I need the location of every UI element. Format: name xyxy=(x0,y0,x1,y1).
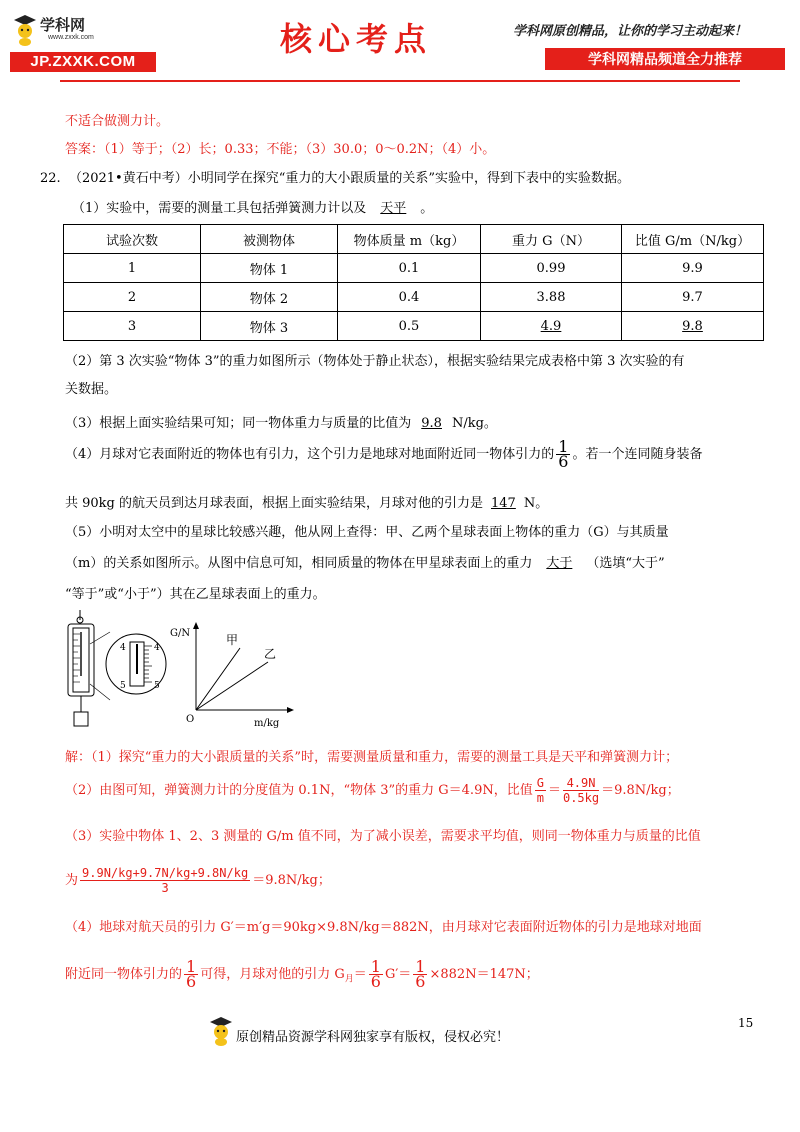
line-label-yi: 乙 xyxy=(264,647,277,661)
subscript: 月 xyxy=(344,974,354,985)
text: ＝ xyxy=(547,783,561,798)
solution-4-cont xyxy=(65,957,539,991)
logo-sub: www.zxxk.com xyxy=(48,34,94,41)
answer-blank: 天平 xyxy=(380,201,407,216)
solution-3-cont xyxy=(65,866,331,895)
answer-label: 答案： xyxy=(65,142,105,157)
text: N/kg。 xyxy=(451,416,497,431)
denominator: 6 xyxy=(186,972,197,991)
answer-blank: 4.9 xyxy=(540,318,562,334)
table-cell: 物体 3 xyxy=(201,312,338,341)
table-header: 被测物体 xyxy=(201,225,338,254)
slogan: 学科网原创精品，让你的学习主动起来！ xyxy=(513,24,748,39)
solution-1 xyxy=(65,746,678,765)
data-table xyxy=(63,224,764,341)
text: 。若一个连同随身装备 xyxy=(572,447,703,462)
spring-scale-figure xyxy=(60,608,170,733)
scale-label: 4 xyxy=(120,643,126,653)
question-part-1 xyxy=(72,197,433,216)
fraction xyxy=(535,776,546,805)
table-cell: 0.5 xyxy=(338,312,481,341)
header-divider xyxy=(60,80,740,82)
solution-3: （3）实验中物体 1、2、3 测量的 G/m 值不同，为了减小误差，需要求平均值，则同一物体重力与质量的比值 xyxy=(65,829,701,844)
banner: 学科网精品频道全力推荐 xyxy=(545,48,785,70)
question-part-2: （2）第 3 次实验“物体 3”的重力如图所示（物体处于静止状态），根据实验结果完成表格中第 3 次实验的有 xyxy=(65,354,685,369)
x-axis-label: m/kg xyxy=(254,718,280,729)
text: （选填“大于” xyxy=(586,556,665,571)
numerator: 9.9N/kg+9.7N/kg+9.8N/kg xyxy=(82,866,249,880)
text: （4）月球对它表面附近的物体也有引力，这个引力是地球对地面附近同一物体引力的 xyxy=(65,447,555,462)
answer-text: （1）等于；（2）长；0.33；不能；（3）30.0；0～0.2N；（4）小。 xyxy=(104,142,496,157)
table-cell: 9.7 xyxy=(622,283,764,312)
numerator: 1 xyxy=(186,957,197,976)
fraction xyxy=(413,957,427,991)
question-text: （2021•黄石中考）小明同学在探究“重力的大小跟质量的关系”实验中，得到下表中的实验数据。 xyxy=(68,171,630,186)
table-cell: 0.99 xyxy=(481,254,622,283)
numerator: 1 xyxy=(415,957,426,976)
table-row xyxy=(64,254,764,283)
fraction xyxy=(563,776,599,805)
question-part-2-cont: 关数据。 xyxy=(65,382,118,397)
answer-blank: 大于 xyxy=(546,556,573,571)
question-part-4-cont xyxy=(65,492,548,511)
table-cell: 物体 1 xyxy=(201,254,338,283)
mascot-icon xyxy=(12,14,38,46)
text: N。 xyxy=(523,496,549,511)
fraction xyxy=(80,866,250,895)
question-part-4 xyxy=(65,437,703,471)
table-cell: 0.1 xyxy=(338,254,481,283)
answer-blank: 147 xyxy=(491,496,516,511)
origin-label: O xyxy=(186,714,195,725)
table-row xyxy=(64,312,764,341)
text: 可得，月球对他的引力 G xyxy=(200,967,345,982)
text: （m）的关系如图所示。从图中信息可知，相同质量的物体在甲星球表面上的重力 xyxy=(65,556,533,571)
answer-blank: 9.8 xyxy=(682,318,703,334)
fraction xyxy=(556,437,570,471)
text: ＝ xyxy=(353,967,367,982)
question-number: 22. xyxy=(40,171,61,186)
answer-blank: 9.8 xyxy=(421,416,442,431)
table-header: 重力 G（N） xyxy=(481,225,622,254)
page-title: 核心考点 xyxy=(280,20,433,58)
denominator: 6 xyxy=(415,972,426,991)
text: ×882N＝147N； xyxy=(429,967,539,982)
table-cell: 3.88 xyxy=(481,283,622,312)
text: （3）根据上面实验结果可知；同一物体重力与质量的比值为 xyxy=(65,416,412,431)
table-header: 物体质量 m（kg） xyxy=(338,225,481,254)
table-cell: 1 xyxy=(64,254,201,283)
solution-4: （4）地球对航天员的引力 G′＝m′g＝90kg×9.8N/kg＝882N，由月球对它表面附近物体的引力是地球对地面 xyxy=(65,920,702,935)
table-header: 比值 G/m（N/kg） xyxy=(622,225,764,254)
question-part-3 xyxy=(65,412,497,431)
text: 为 xyxy=(65,873,79,888)
table-header: 试验次数 xyxy=(64,225,201,254)
logo-url: JP.ZXXK.COM xyxy=(10,52,156,72)
solution-label: 解： xyxy=(65,750,92,765)
denominator: 0.5kg xyxy=(562,791,600,805)
page-number: 15 xyxy=(738,1016,754,1030)
denominator: 6 xyxy=(558,452,569,471)
table-row xyxy=(64,283,764,312)
denominator: 6 xyxy=(370,972,381,991)
y-axis-label: G/N xyxy=(170,628,191,639)
text: （1）探究“重力的大小跟质量的关系”时，需要测量质量和重力，需要的测量工具是天平和弹簧测力计； xyxy=(91,750,679,765)
text: （1）实验中，需要的测量工具包括弹簧测力计以及 xyxy=(72,201,367,216)
table-cell: 3 xyxy=(64,312,201,341)
question-22 xyxy=(40,167,630,186)
text: （2）由图可知，弹簧测力计的分度值为 0.1N，“物体 3”的重力 G＝4.9N，比值 xyxy=(65,783,533,798)
scale-label: 4 xyxy=(154,643,160,653)
text: 。 xyxy=(420,201,434,216)
solution-2 xyxy=(65,776,680,805)
question-part-5-cont xyxy=(65,552,665,571)
text: ＝9.8N/kg； xyxy=(252,873,331,888)
answer-line xyxy=(65,138,495,157)
table-cell: 物体 2 xyxy=(201,283,338,312)
table-cell: 2 xyxy=(64,283,201,312)
text-line: 不适合做测力计。 xyxy=(65,114,170,129)
fraction xyxy=(369,957,383,991)
text: G′＝ xyxy=(384,967,412,982)
footer-text: 原创精品资源学科网独家享有版权，侵权必究！ xyxy=(236,1030,510,1045)
numerator: 1 xyxy=(370,957,381,976)
table-cell: 0.4 xyxy=(338,283,481,312)
logo-name: 学科网 xyxy=(40,17,86,34)
text: ＝9.8N/kg； xyxy=(601,783,680,798)
text: 共 90kg 的航天员到达月球表面，根据上面实验结果，月球对他的引力是 xyxy=(65,496,484,511)
fraction xyxy=(184,957,198,991)
table-cell xyxy=(622,312,764,341)
line-label-jia: 甲 xyxy=(226,633,239,647)
table-header-row xyxy=(64,225,764,254)
scale-label: 5 xyxy=(154,681,160,691)
numerator: 1 xyxy=(558,437,569,456)
text: 附近同一物体引力的 xyxy=(65,967,183,982)
numerator: 4.9N xyxy=(563,776,599,791)
table-cell: 9.9 xyxy=(622,254,764,283)
table-cell xyxy=(481,312,622,341)
denominator: m xyxy=(536,791,544,805)
gravity-mass-graph xyxy=(168,620,298,730)
numerator: G xyxy=(536,776,544,790)
scale-label: 5 xyxy=(120,681,126,691)
question-part-5: （5）小明对太空中的星球比较感兴趣，他从网上查得：甲、乙两个星球表面上物体的重力（G）与其质量 xyxy=(65,525,669,540)
mascot-icon xyxy=(208,1016,234,1046)
question-part-5-cont2: “等于”或“小于”）其在乙星球表面上的重力。 xyxy=(65,587,326,602)
denominator: 3 xyxy=(161,881,169,895)
